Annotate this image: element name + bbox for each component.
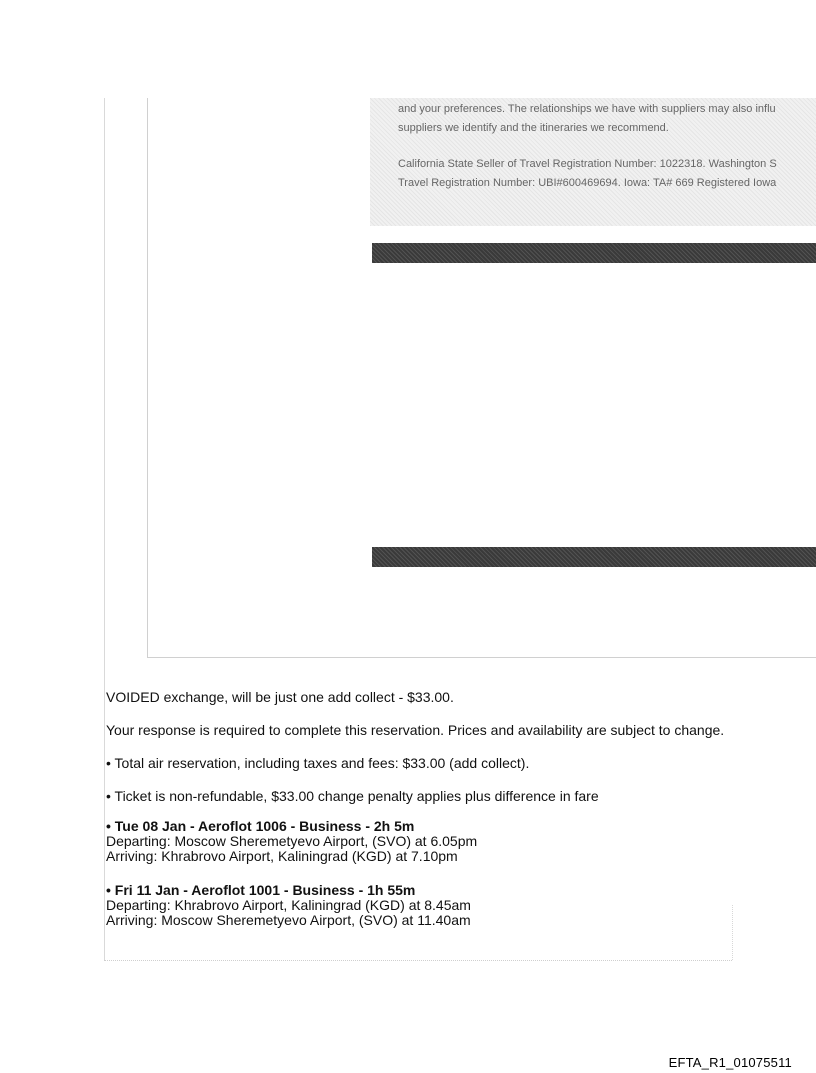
flight-heading: • Tue 08 Jan - Aeroflot 1006 - Business - 2h 5m: [106, 818, 415, 834]
outer-left-border: [104, 98, 105, 961]
disclaimer-box: [370, 98, 816, 226]
flight-arriving: Arriving: Khrabrovo Airport, Kaliningrad (KGD) at 7.10pm: [106, 848, 458, 864]
response-required-note: Your response is required to complete this reservation. Prices and availability are subject to change.: [106, 722, 725, 738]
flight-departing: Departing: Khrabrovo Airport, Kaliningrad (KGD) at 8.45am: [106, 897, 471, 913]
voided-exchange-note: VOIDED exchange, will be just one add collect - $33.00.: [106, 689, 454, 705]
flight-heading: • Fri 11 Jan - Aeroflot 1001 - Business - 1h 55m: [106, 882, 416, 898]
total-air-reservation-bullet: • Total air reservation, including taxes and fees: $33.00 (add collect).: [106, 755, 530, 771]
ticket-penalty-bullet: • Ticket is non-refundable, $33.00 change penalty applies plus difference in fare: [106, 788, 599, 804]
flight-segment-outbound: [106, 819, 477, 864]
disclaimer-line: and your preferences. The relationships we have with suppliers may also influ: [398, 103, 776, 115]
redaction-bar-top: [372, 243, 816, 263]
disclaimer-line: California State Seller of Travel Registration Number: 1022318. Washington S: [398, 158, 777, 170]
disclaimer-line: Travel Registration Number: UBI#600469694. Iowa: TA# 669 Registered Iowa: [398, 177, 777, 189]
disclaimer-paragraph-suppliers: [398, 100, 776, 138]
flight-arriving: Arriving: Moscow Sheremetyevo Airport, (SVO) at 11.40am: [106, 912, 471, 928]
flight-segment-return: [106, 883, 471, 928]
flight-departing: Departing: Moscow Sheremetyevo Airport, (SVO) at 6.05pm: [106, 833, 478, 849]
disclaimer-paragraph-registration: [398, 155, 777, 193]
section-bottom-border: [104, 960, 732, 961]
section-right-border: [732, 905, 733, 960]
disclaimer-line: suppliers we identify and the itineraries we recommend.: [398, 122, 669, 134]
document-id-stamp: EFTA_R1_01075511: [668, 1055, 792, 1070]
redaction-bar-bottom: [372, 547, 816, 567]
